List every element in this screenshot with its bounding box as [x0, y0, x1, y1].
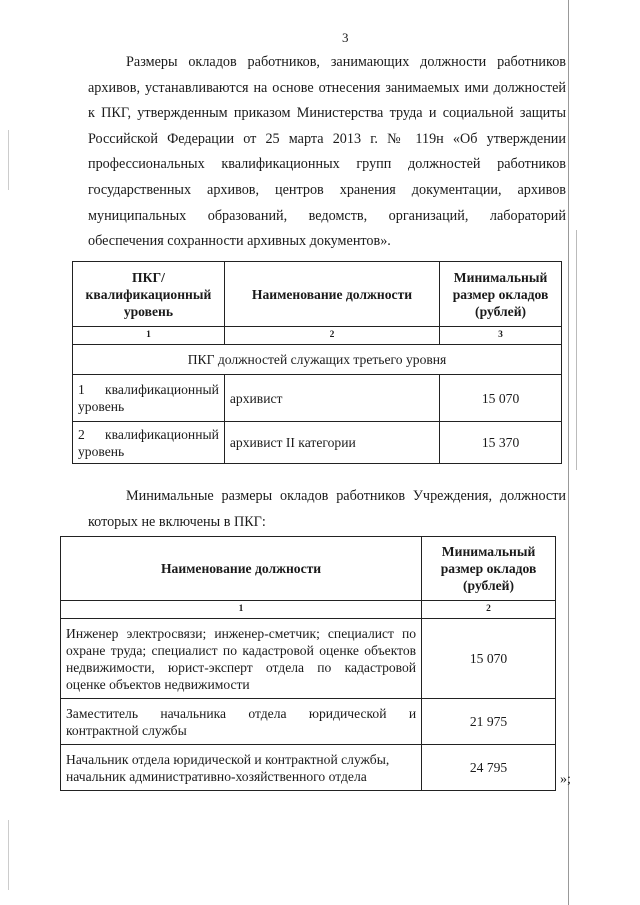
table-row — [61, 699, 556, 745]
column-number: 1 — [61, 601, 422, 619]
text-line: государственных архивов, центров хранения документации, архивов — [88, 181, 566, 198]
table-header-row — [61, 537, 556, 601]
text-line: к ПКГ, утвержденным приказом Министерства труда и социальной защиты — [88, 105, 566, 122]
second-paragraph — [88, 484, 566, 535]
group-title: ПКГ должностей служащих третьего уровня — [73, 345, 562, 375]
salary-cell: 15 370 — [440, 422, 562, 464]
position-cell: архивист — [224, 375, 439, 422]
text-line: которых не включены в ПКГ: — [88, 513, 266, 530]
text-line: Российской Федерации от 25 марта 2013 г. № 119н «Об утверждении — [88, 130, 566, 147]
position-cell: архивист II категории — [224, 422, 439, 464]
scan-margin-line — [568, 0, 569, 905]
column-number: 1 — [73, 327, 225, 345]
table-row — [73, 422, 562, 464]
table-header-row — [73, 262, 562, 327]
position-cell: Начальник отдела юридической и контрактной службы, начальник административно-хозяйственного отдела — [61, 745, 422, 791]
position-cell: Заместитель начальника отдела юридической и контрактной службы — [61, 699, 422, 745]
text-line: обеспечения сохранности архивных документов». — [88, 233, 391, 250]
scan-artifact — [8, 130, 9, 190]
text-line: архивов, устанавливаются на основе отнесения занимаемых ими должностей — [88, 79, 566, 96]
salary-cell: 24 795 — [422, 745, 556, 791]
column-number-row — [61, 601, 556, 619]
column-number-row — [73, 327, 562, 345]
level-cell: 1 квалификационный уровень — [73, 375, 225, 422]
table-row — [61, 745, 556, 791]
non-pkg-salary-table — [60, 536, 556, 791]
text-line: муниципальных образований, ведомств, организаций, лабораторий — [88, 207, 566, 224]
text-line: Минимальные размеры окладов работников Учреждения, должности — [126, 488, 566, 504]
level-cell: 2 квалификационный уровень — [73, 422, 225, 464]
salary-cell: 15 070 — [440, 375, 562, 422]
column-header: Минимальный размер окладов (рублей) — [422, 537, 556, 601]
column-number: 2 — [224, 327, 439, 345]
intro-paragraph — [88, 50, 566, 255]
column-header: Наименование должности — [61, 537, 422, 601]
page-number: 3 — [342, 30, 349, 45]
position-cell: Инженер электросвязи; инженер-сметчик; специалист по охране труда; специалист по кадастровой оценке объектов недвижимости, юрист-эксперт отдела по кадастровой оценке объектов недвижимости — [61, 619, 422, 699]
salary-cell: 21 975 — [422, 699, 556, 745]
salary-cell: 15 070 — [422, 619, 556, 699]
column-header: ПКГ/ квалификационный уровень — [73, 262, 225, 327]
closing-quote: »; — [560, 772, 571, 787]
column-number: 3 — [440, 327, 562, 345]
scan-artifact — [8, 820, 9, 890]
column-number: 2 — [422, 601, 556, 619]
column-header: Минимальный размер окладов (рублей) — [440, 262, 562, 327]
column-header: Наименование должности — [224, 262, 439, 327]
group-row — [73, 345, 562, 375]
text-line: Размеры окладов работников, занимающих должности работников — [126, 54, 566, 70]
pkg-salary-table — [72, 261, 562, 464]
scan-margin-line — [576, 230, 577, 470]
text-line: профессиональных квалификационных групп должностей работников — [88, 156, 566, 173]
table-row — [61, 619, 556, 699]
table-row — [73, 375, 562, 422]
